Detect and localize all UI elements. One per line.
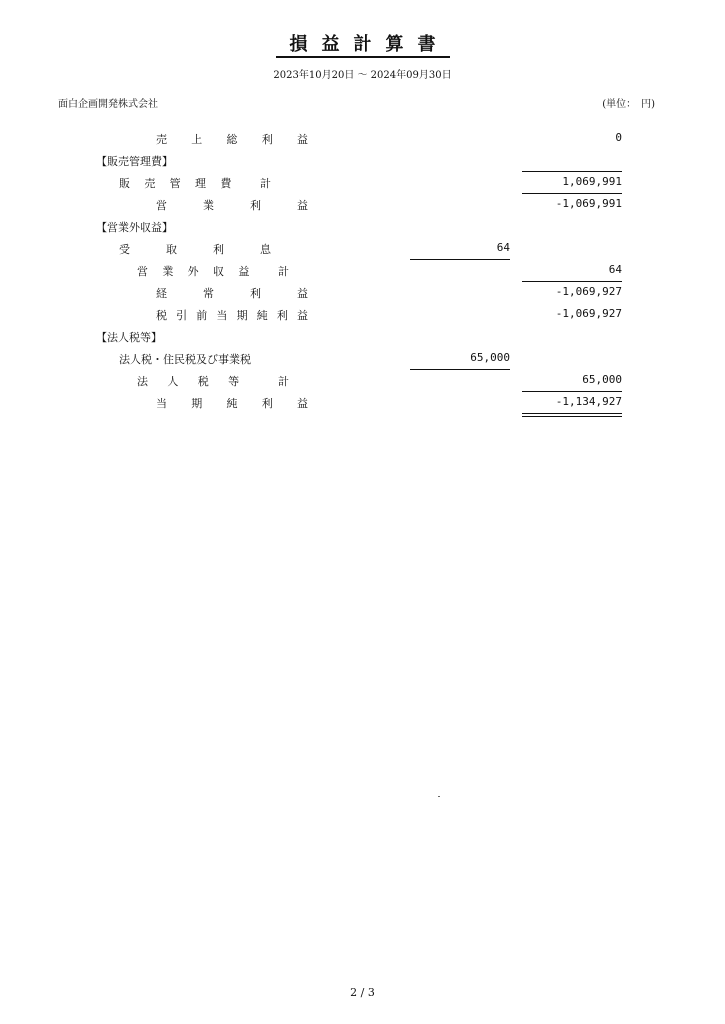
row-label: 営 業 外 収 益 計 <box>137 265 289 278</box>
row-amount: -1,134,927 <box>555 395 622 408</box>
company-name: 面白企画開発株式会社 <box>58 99 158 110</box>
detail-rule <box>410 369 510 370</box>
subtotal-rule <box>522 193 622 194</box>
scan-artifact <box>438 796 440 797</box>
row-interest-received <box>0 241 725 261</box>
row-amount-detail: 65,000 <box>470 351 510 364</box>
currency-unit: (単位： 円) <box>602 99 655 110</box>
row-gross-profit <box>0 131 725 151</box>
row-label: 当 期 純 利 益 <box>156 397 308 410</box>
row-label: 営 業 利 益 <box>156 199 308 212</box>
row-label: 税 引 前 当 期 純 利 益 <box>156 309 308 322</box>
row-operating-income <box>0 197 725 217</box>
row-label: 法 人 税 等 計 <box>137 375 289 388</box>
row-amount: 64 <box>608 263 622 276</box>
row-amount: -1,069,927 <box>555 285 622 298</box>
row-amount: -1,069,927 <box>555 307 622 320</box>
row-amount-detail: 64 <box>496 241 510 254</box>
detail-rule <box>410 259 510 260</box>
row-label: 受 取 利 息 <box>119 243 271 256</box>
document-title-text: 損益計算書 <box>276 34 450 58</box>
row-ordinary-income <box>0 285 725 305</box>
row-pretax-income <box>0 307 725 327</box>
page-number: 2 / 3 <box>350 986 375 999</box>
row-amount: 0 <box>615 131 622 144</box>
row-corporate-tax <box>0 351 725 371</box>
row-label: 経 常 利 益 <box>156 287 308 300</box>
row-nonoperating-total <box>0 263 725 283</box>
section-heading-taxes: 【法人税等】 <box>96 331 162 344</box>
fiscal-period: 2023年10月20日 ～ 2024年09月30日 <box>273 70 452 81</box>
subtotal-rule <box>522 171 622 172</box>
section-heading-sga: 【販売管理費】 <box>96 155 173 168</box>
total-double-rule <box>522 413 622 417</box>
row-label: 法人税・住民税及び事業税 <box>119 353 251 366</box>
row-label: 売 上 総 利 益 <box>156 133 308 146</box>
subtotal-rule <box>522 281 622 282</box>
row-net-income <box>0 395 725 415</box>
row-tax-total <box>0 373 725 393</box>
section-heading-nonoperating: 【営業外収益】 <box>96 221 173 234</box>
row-label: 販 売 管 理 費 計 <box>119 177 271 190</box>
row-amount: 65,000 <box>582 373 622 386</box>
row-amount: -1,069,991 <box>555 197 622 210</box>
subtotal-rule <box>522 391 622 392</box>
row-amount: 1,069,991 <box>562 175 622 188</box>
document-title <box>0 30 725 56</box>
row-sga-total <box>0 175 725 195</box>
